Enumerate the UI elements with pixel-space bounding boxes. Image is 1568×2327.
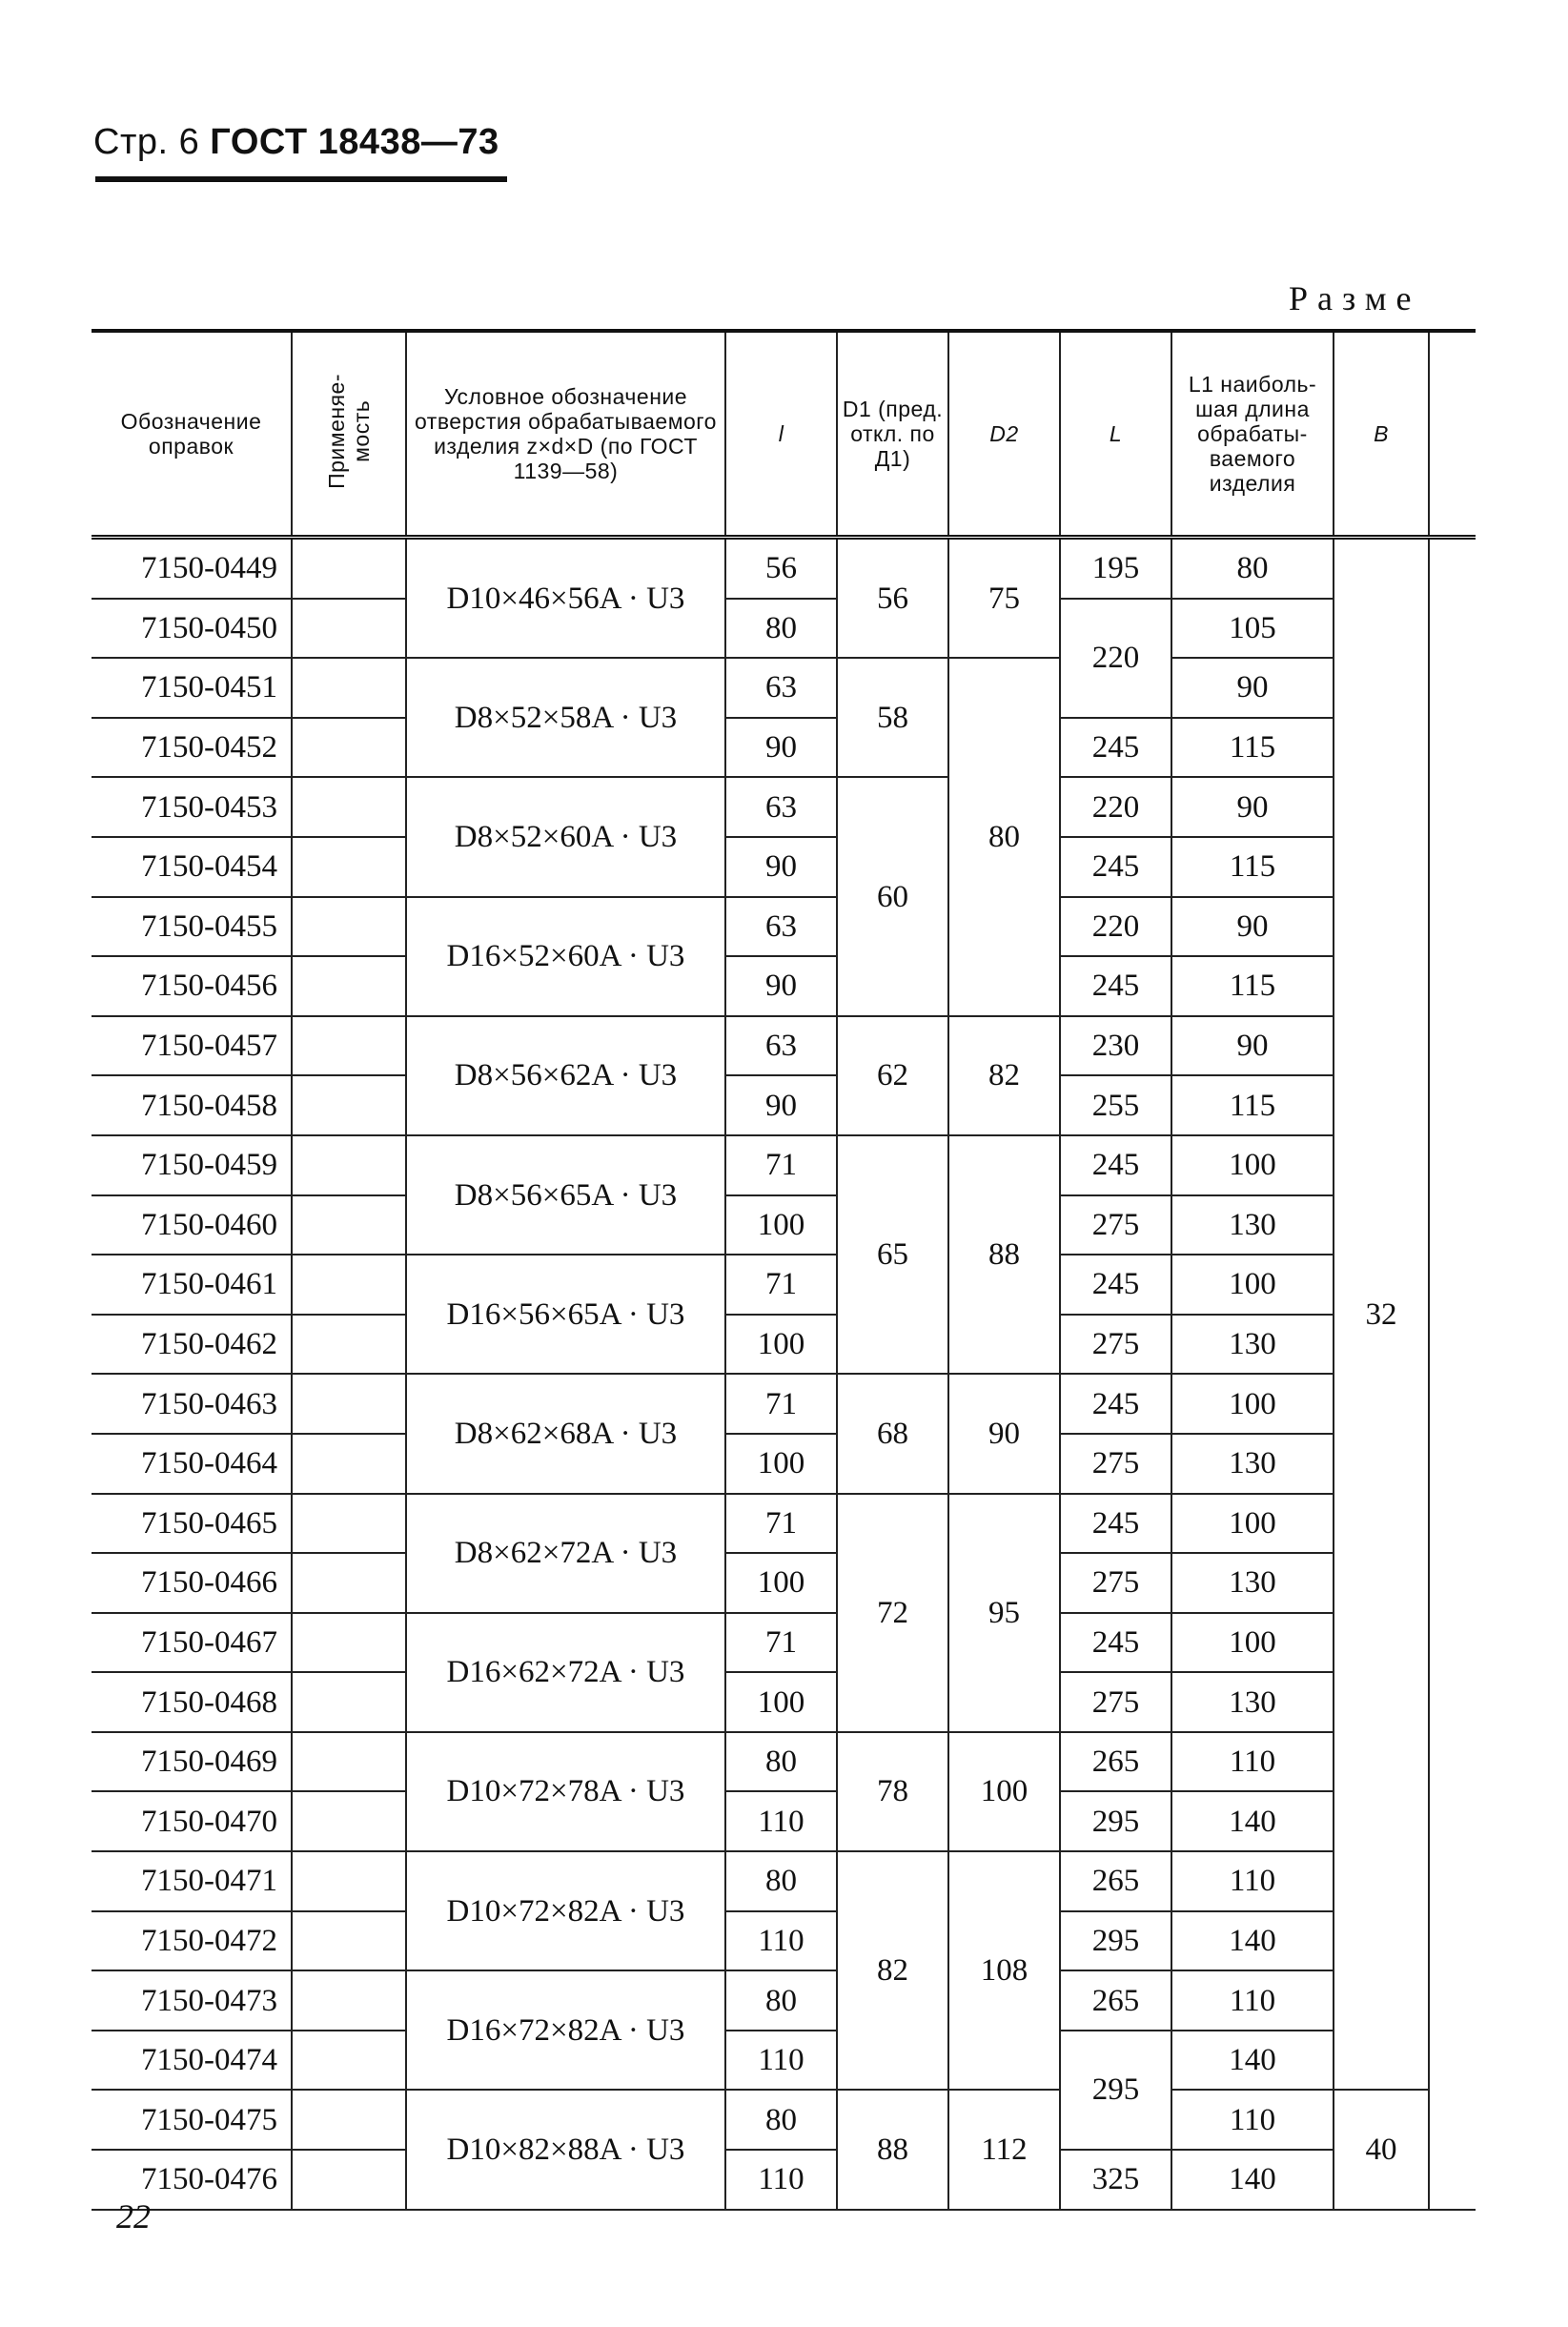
L-cell: 230 [1060, 1016, 1171, 1076]
L1-cell: 100 [1171, 1374, 1334, 1434]
L1-cell: 100 [1171, 1255, 1334, 1315]
table-row [92, 2150, 1476, 2210]
applicability-cell [292, 1672, 406, 1732]
page-header [93, 122, 499, 163]
L1-cell: 110 [1171, 1732, 1334, 1792]
d2-cell: 80 [948, 658, 1060, 1016]
l-cell: 63 [725, 897, 837, 957]
designation-cell: 7150-0466 [92, 1553, 292, 1613]
d2-cell: 95 [948, 1494, 1060, 1732]
col-extra-header [1429, 331, 1476, 538]
designation-cell: 7150-0457 [92, 1016, 292, 1076]
L-cell: 195 [1060, 538, 1171, 599]
l-cell: 80 [725, 599, 837, 659]
size-cell: D10×46×56A · U3 [406, 538, 725, 659]
applicability-cell [292, 1315, 406, 1375]
l-cell: 63 [725, 1016, 837, 1076]
size-cell: D10×72×82A · U3 [406, 1851, 725, 1970]
l-cell: 71 [725, 1255, 837, 1315]
applicability-cell [292, 1732, 406, 1792]
standard-number: ГОСТ 18438—73 [210, 122, 499, 162]
applicability-cell [292, 1434, 406, 1494]
table-row [92, 1016, 1476, 1076]
L-cell: 265 [1060, 1732, 1171, 1792]
l-cell: 90 [725, 1075, 837, 1135]
d2-cell: 75 [948, 538, 1060, 659]
L-cell: 220 [1060, 777, 1171, 837]
l-cell: 110 [725, 2150, 837, 2210]
table-row [92, 538, 1476, 599]
table-row [92, 1672, 1476, 1732]
size-cell: D16×52×60A · U3 [406, 897, 725, 1016]
table-row [92, 2090, 1476, 2150]
applicability-cell [292, 658, 406, 718]
l-cell: 100 [725, 1315, 837, 1375]
applicability-cell [292, 1553, 406, 1613]
designation-cell: 7150-0476 [92, 2150, 292, 2210]
L-cell: 245 [1060, 718, 1171, 778]
L-cell: 325 [1060, 2150, 1171, 2210]
L-cell: 295 [1060, 1791, 1171, 1851]
L-cell: 265 [1060, 1851, 1171, 1911]
designation-cell: 7150-0460 [92, 1195, 292, 1255]
designation-cell: 7150-0455 [92, 897, 292, 957]
L-cell: 275 [1060, 1315, 1171, 1375]
designation-cell: 7150-0461 [92, 1255, 292, 1315]
table-row [92, 1851, 1476, 1911]
designation-cell: 7150-0472 [92, 1911, 292, 1971]
L1-cell: 130 [1171, 1195, 1334, 1255]
l-cell: 71 [725, 1613, 837, 1673]
applicability-cell [292, 1613, 406, 1673]
L1-cell: 80 [1171, 538, 1334, 599]
l-cell: 80 [725, 1732, 837, 1792]
L1-cell: 100 [1171, 1494, 1334, 1554]
applicability-cell [292, 538, 406, 599]
l-cell: 71 [725, 1374, 837, 1434]
L-cell: 245 [1060, 956, 1171, 1016]
applicability-cell [292, 2090, 406, 2150]
table-header-row [92, 331, 1476, 538]
L-cell: 255 [1060, 1075, 1171, 1135]
designation-cell: 7150-0449 [92, 538, 292, 599]
L-cell: 245 [1060, 1494, 1171, 1554]
L-cell: 275 [1060, 1553, 1171, 1613]
B-cell: 32 [1334, 538, 1429, 2091]
applicability-cell [292, 1851, 406, 1911]
table-row [92, 1434, 1476, 1494]
spec-table [92, 329, 1476, 2211]
table-row [92, 897, 1476, 957]
d1-cell: 65 [837, 1135, 948, 1374]
d1-cell: 88 [837, 2090, 948, 2209]
size-cell: D8×52×58A · U3 [406, 658, 725, 777]
table-row [92, 1255, 1476, 1315]
L-cell: 245 [1060, 837, 1171, 897]
table-row [92, 1135, 1476, 1195]
col-L1-header: L1 наиболь-шая длина обрабаты-ваемого изделия [1171, 331, 1334, 538]
table-row [92, 1732, 1476, 1792]
page-label: Стр. 6 [93, 122, 200, 162]
l-cell: 90 [725, 956, 837, 1016]
applicability-cell [292, 956, 406, 1016]
L-cell: 265 [1060, 1970, 1171, 2031]
applicability-cell [292, 1911, 406, 1971]
L1-cell: 110 [1171, 2090, 1334, 2150]
d1-cell: 82 [837, 1851, 948, 2090]
applicability-cell [292, 897, 406, 957]
B-cell: 40 [1334, 2090, 1429, 2209]
size-cell: D10×82×88A · U3 [406, 2090, 725, 2209]
applicability-cell [292, 1016, 406, 1076]
designation-cell: 7150-0475 [92, 2090, 292, 2150]
l-cell: 80 [725, 1970, 837, 2031]
L1-cell: 140 [1171, 1911, 1334, 1971]
applicability-cell [292, 1195, 406, 1255]
L-cell: 275 [1060, 1195, 1171, 1255]
designation-cell: 7150-0465 [92, 1494, 292, 1554]
L-cell: 245 [1060, 1374, 1171, 1434]
l-cell: 100 [725, 1672, 837, 1732]
applicability-cell [292, 599, 406, 659]
col-applicability-label: Применяе- мость [324, 374, 374, 489]
l-cell: 110 [725, 2031, 837, 2091]
l-cell: 71 [725, 1135, 837, 1195]
table-row [92, 1911, 1476, 1971]
L1-cell: 115 [1171, 956, 1334, 1016]
size-cell: D8×52×60A · U3 [406, 777, 725, 896]
table-row [92, 837, 1476, 897]
col-d1-header: D1 (пред. откл. по Д1) [837, 331, 948, 538]
l-cell: 80 [725, 2090, 837, 2150]
size-cell: D8×62×72A · U3 [406, 1494, 725, 1613]
L1-cell: 110 [1171, 1970, 1334, 2031]
applicability-cell [292, 2150, 406, 2210]
table-row [92, 1075, 1476, 1135]
designation-cell: 7150-0464 [92, 1434, 292, 1494]
L1-cell: 105 [1171, 599, 1334, 659]
col-B-header: B [1334, 331, 1429, 538]
L1-cell: 140 [1171, 2150, 1334, 2210]
table-row [92, 777, 1476, 837]
L1-cell: 100 [1171, 1613, 1334, 1673]
col-l-header: l [725, 331, 837, 538]
L1-cell: 130 [1171, 1315, 1334, 1375]
applicability-cell [292, 1135, 406, 1195]
L1-cell: 90 [1171, 777, 1334, 837]
L-cell: 245 [1060, 1135, 1171, 1195]
L1-cell: 140 [1171, 2031, 1334, 2091]
designation-cell: 7150-0459 [92, 1135, 292, 1195]
d1-cell: 56 [837, 538, 948, 659]
table-row [92, 1970, 1476, 2031]
designation-cell: 7150-0458 [92, 1075, 292, 1135]
designation-cell: 7150-0467 [92, 1613, 292, 1673]
size-cell: D16×56×65A · U3 [406, 1255, 725, 1374]
d1-cell: 60 [837, 777, 948, 1015]
table-row [92, 2031, 1476, 2091]
table-row [92, 1553, 1476, 1613]
designation-cell: 7150-0470 [92, 1791, 292, 1851]
L1-cell: 115 [1171, 718, 1334, 778]
size-cell: D8×56×65A · U3 [406, 1135, 725, 1255]
col-applicability-header [292, 331, 406, 538]
applicability-cell [292, 1970, 406, 2031]
l-cell: 71 [725, 1494, 837, 1554]
L-cell: 295 [1060, 1911, 1171, 1971]
d2-cell: 82 [948, 1016, 1060, 1135]
designation-cell: 7150-0456 [92, 956, 292, 1016]
d1-cell: 62 [837, 1016, 948, 1135]
designation-cell: 7150-0451 [92, 658, 292, 718]
header-rule [95, 176, 507, 182]
d1-cell: 78 [837, 1732, 948, 1851]
designation-cell: 7150-0471 [92, 1851, 292, 1911]
l-cell: 63 [725, 777, 837, 837]
L1-cell: 90 [1171, 1016, 1334, 1076]
d2-cell: 90 [948, 1374, 1060, 1493]
d1-cell: 72 [837, 1494, 948, 1732]
table-row [92, 1195, 1476, 1255]
table-row [92, 1494, 1476, 1554]
l-cell: 56 [725, 538, 837, 599]
designation-cell: 7150-0462 [92, 1315, 292, 1375]
d2-cell: 100 [948, 1732, 1060, 1851]
size-cell: D8×56×62A · U3 [406, 1016, 725, 1135]
L1-cell: 140 [1171, 1791, 1334, 1851]
size-cell: D10×72×78A · U3 [406, 1732, 725, 1851]
L1-cell: 130 [1171, 1672, 1334, 1732]
L1-cell: 115 [1171, 1075, 1334, 1135]
designation-cell: 7150-0473 [92, 1970, 292, 2031]
table-row [92, 658, 1476, 718]
applicability-cell [292, 837, 406, 897]
designation-cell: 7150-0468 [92, 1672, 292, 1732]
L-cell: 245 [1060, 1613, 1171, 1673]
col-d2-header: D2 [948, 331, 1060, 538]
extra-cell [1429, 538, 1476, 2210]
table-row [92, 1791, 1476, 1851]
designation-cell: 7150-0474 [92, 2031, 292, 2091]
l-cell: 80 [725, 1851, 837, 1911]
L-cell: 220 [1060, 897, 1171, 957]
d2-cell: 88 [948, 1135, 1060, 1374]
L1-cell: 90 [1171, 897, 1334, 957]
applicability-cell [292, 1255, 406, 1315]
applicability-cell [292, 1075, 406, 1135]
applicability-cell [292, 1494, 406, 1554]
designation-cell: 7150-0450 [92, 599, 292, 659]
designation-cell: 7150-0463 [92, 1374, 292, 1434]
table-row [92, 1315, 1476, 1375]
d1-cell: 68 [837, 1374, 948, 1493]
applicability-cell [292, 1791, 406, 1851]
size-cell: D16×62×72A · U3 [406, 1613, 725, 1732]
applicability-cell [292, 1374, 406, 1434]
L-cell: 295 [1060, 2031, 1171, 2150]
L1-cell: 130 [1171, 1553, 1334, 1613]
L1-cell: 130 [1171, 1434, 1334, 1494]
designation-cell: 7150-0452 [92, 718, 292, 778]
l-cell: 90 [725, 837, 837, 897]
l-cell: 100 [725, 1195, 837, 1255]
applicability-cell [292, 2031, 406, 2091]
L-cell: 220 [1060, 599, 1171, 718]
table-row [92, 1374, 1476, 1434]
l-cell: 110 [725, 1911, 837, 1971]
L1-cell: 90 [1171, 658, 1334, 718]
spec-table-wrap [92, 329, 1476, 2211]
L1-cell: 110 [1171, 1851, 1334, 1911]
applicability-cell [292, 718, 406, 778]
L1-cell: 100 [1171, 1135, 1334, 1195]
table-row [92, 599, 1476, 659]
designation-cell: 7150-0469 [92, 1732, 292, 1792]
d2-cell: 112 [948, 2090, 1060, 2209]
page-number: 22 [116, 2197, 151, 2235]
L1-cell: 115 [1171, 837, 1334, 897]
designation-cell: 7150-0453 [92, 777, 292, 837]
table-row [92, 718, 1476, 778]
table-row [92, 956, 1476, 1016]
L-cell: 275 [1060, 1672, 1171, 1732]
col-L-header: L [1060, 331, 1171, 538]
d2-cell: 108 [948, 1851, 1060, 2090]
l-cell: 110 [725, 1791, 837, 1851]
size-cell: D8×62×68A · U3 [406, 1374, 725, 1493]
l-cell: 63 [725, 658, 837, 718]
L-cell: 245 [1060, 1255, 1171, 1315]
spec-table-body [92, 538, 1476, 2210]
col-size-header: Условное обозначение отверстия обрабатываемого изделия z×d×D (по ГОСТ 1139—58) [406, 331, 725, 538]
col-designation-header: Обозначение оправок [92, 331, 292, 538]
applicability-cell [292, 777, 406, 837]
d1-cell: 58 [837, 658, 948, 777]
section-title: Разме [1289, 279, 1421, 317]
l-cell: 100 [725, 1553, 837, 1613]
l-cell: 100 [725, 1434, 837, 1494]
size-cell: D16×72×82A · U3 [406, 1970, 725, 2090]
l-cell: 90 [725, 718, 837, 778]
table-row [92, 1613, 1476, 1673]
designation-cell: 7150-0454 [92, 837, 292, 897]
L-cell: 275 [1060, 1434, 1171, 1494]
